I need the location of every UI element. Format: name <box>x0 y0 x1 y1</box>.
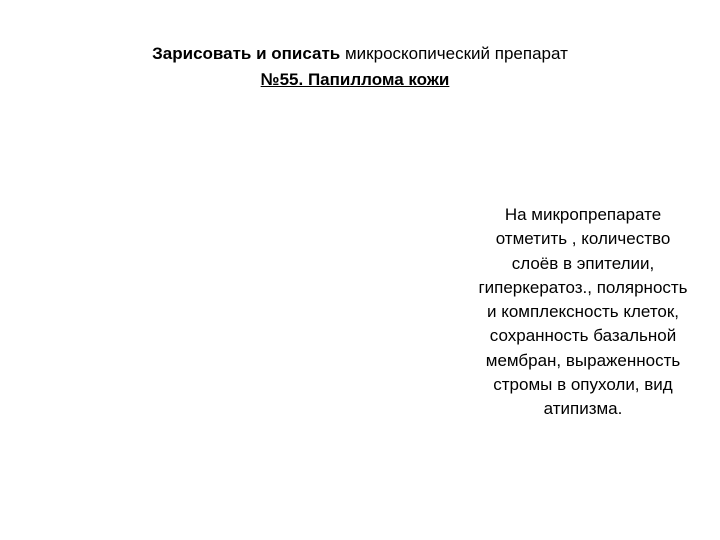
note-line: На микропрепарате <box>504 205 662 224</box>
note-line: гиперкератоз., полярность <box>478 277 688 297</box>
note-line: стромы в опухоли, вид <box>493 375 673 395</box>
note-line: мембран, выраженность <box>485 350 681 370</box>
note-line: сохранность базальной <box>489 326 677 346</box>
note-line: атипизма. <box>543 399 623 419</box>
note-line: слоёв в эпителии, <box>511 253 655 273</box>
note-line: и комплексность клеток, <box>486 302 680 322</box>
note-line: отметить , количество <box>495 229 671 249</box>
title-line-1 <box>0 41 720 67</box>
title-normal-text: микроскопический препарат <box>340 44 568 63</box>
instruction-note <box>454 203 712 422</box>
slide-subtitle: №55. Папиллома кожи <box>260 70 450 89</box>
slide-title <box>0 41 720 93</box>
title-bold-text: Зарисовать и описать <box>152 44 341 63</box>
